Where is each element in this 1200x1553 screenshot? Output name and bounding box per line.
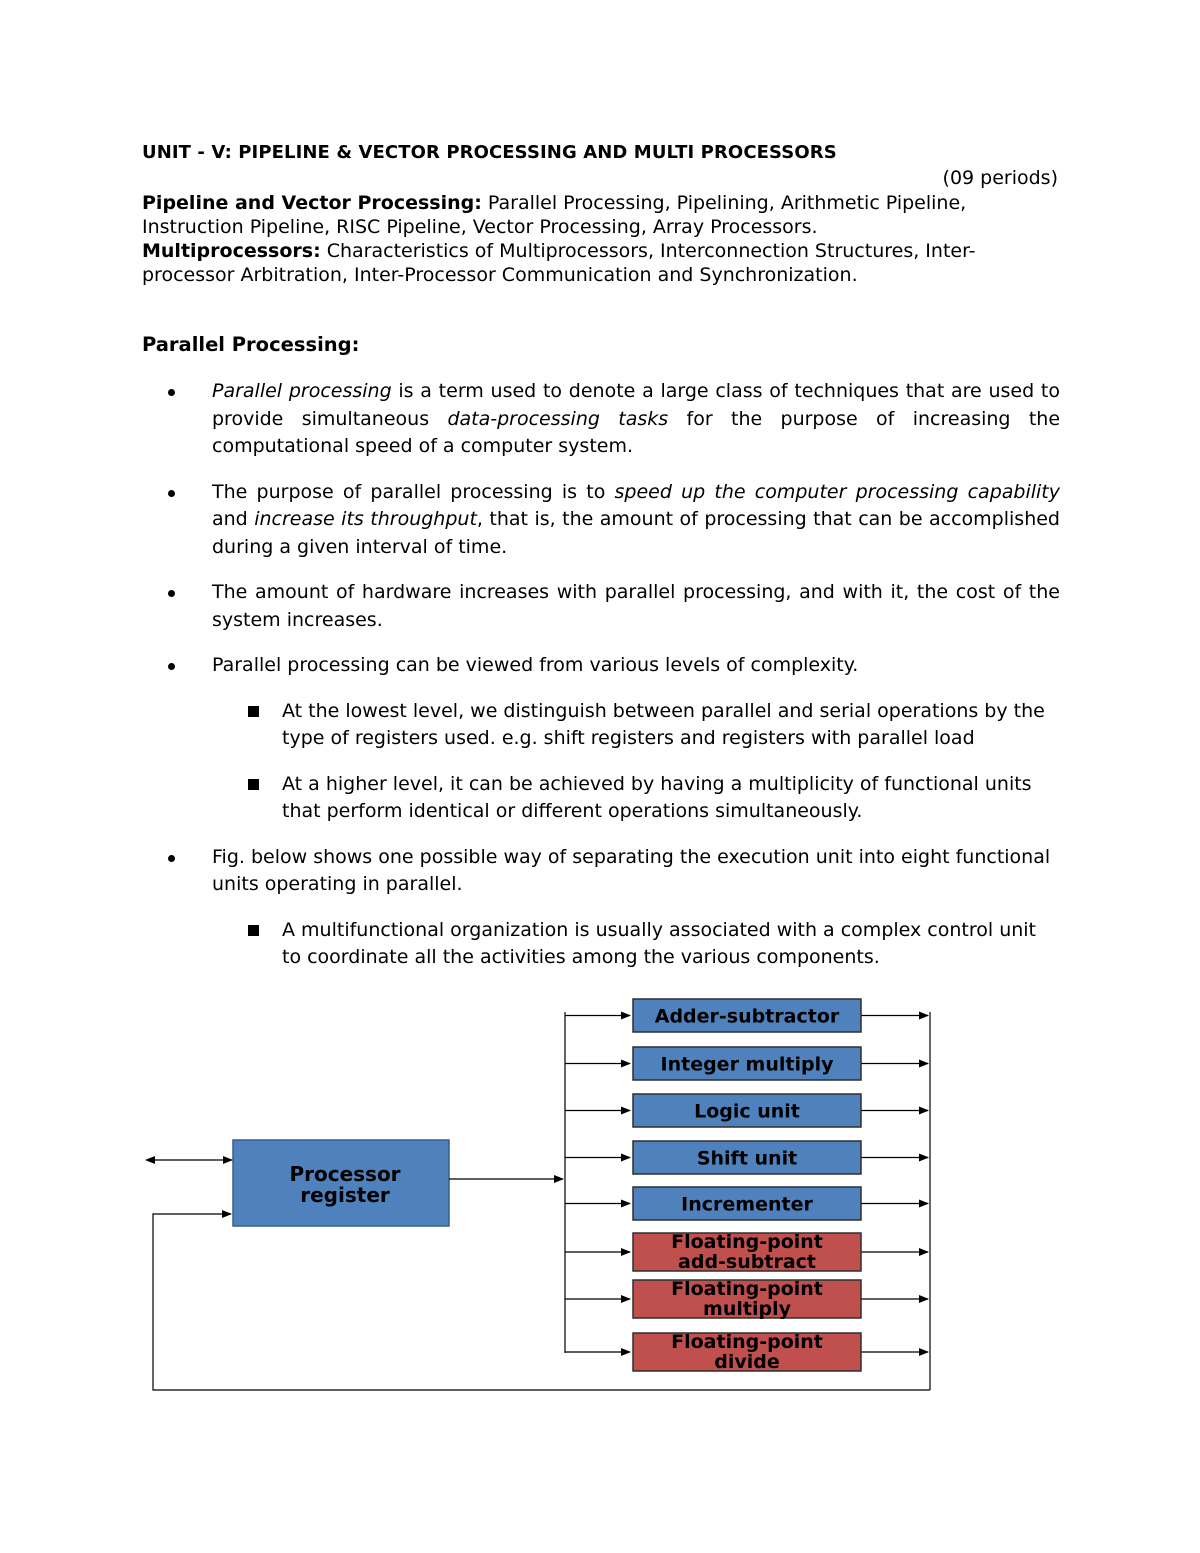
bullet-square-icon [248, 706, 259, 717]
bullet-list [168, 378, 1060, 990]
bullet-dot-icon [168, 663, 175, 670]
sub-bullet-item [238, 771, 1060, 826]
emphasis: Parallel processing [212, 380, 392, 402]
functional-unit-label: Incrementer [681, 1193, 813, 1216]
section-title: Parallel Processing: [142, 333, 360, 356]
functional-unit-label: Shift unit [696, 1147, 798, 1170]
functional-units [565, 999, 928, 1373]
bullet-dot-icon [168, 590, 175, 597]
bullet-dot-icon [168, 490, 175, 497]
bullet-text: Fig. below shows one possible way of separating the execution unit into eight functional units operating in parallel. [212, 845, 1051, 895]
bullet-dot-icon [168, 855, 175, 862]
syllabus-multiprocessors [142, 239, 1062, 287]
periods-label: (09 periods) [942, 167, 1058, 189]
sub-bullet-text: At a higher level, it can be achieved by having a multiplicity of functional units that perform identical or different operations simultaneously. [282, 772, 1032, 822]
functional-unit-label: multiply [703, 1298, 791, 1320]
bullet-text: and [212, 508, 255, 530]
processor-register-label: register [300, 1183, 390, 1207]
functional-unit-label: Logic unit [694, 1100, 800, 1123]
functional-unit-label: Floating-point [671, 1331, 823, 1353]
syllabus-pipeline [142, 191, 1062, 239]
bullet-text: is a term used to denote a large class of techniques that are used to provide simultaneous [212, 380, 1060, 430]
bullet-text: The purpose of parallel processing is to [212, 480, 615, 503]
emphasis: data-processing tasks [447, 407, 669, 430]
functional-unit-label: Floating-point [671, 1231, 823, 1253]
sub-bullet-text: At the lowest level, we distinguish between parallel and serial operations by the type of registers used. e.g. shift registers and registers with parallel load [282, 699, 1045, 749]
unit-title: UNIT - V: PIPELINE & VECTOR PROCESSING AND MULTI PROCESSORS [142, 142, 837, 163]
functional-units-diagram [0, 990, 1200, 1410]
functional-unit-label: Adder-subtractor [654, 1005, 840, 1028]
bullet-item [168, 579, 1060, 634]
emphasis: speed up the computer processing capability [614, 480, 1060, 503]
bullet-square-icon [248, 779, 259, 790]
emphasis: increase its throughput [254, 508, 477, 530]
bullet-text: , that is, the amount of processing that can be accomplished during a given interval of time. [212, 508, 1060, 558]
syllabus-pipeline-text: Parallel Processing, Pipelining, Arithmetic Pipeline, Instruction Pipeline, RISC Pipeline, Vector Processing, Array Processors. [142, 192, 967, 238]
sub-bullet-item [238, 698, 1060, 753]
bullet-item [168, 844, 1060, 899]
sub-bullet-item [238, 917, 1060, 972]
syllabus-multi-text: Characteristics of Multiprocessors, Interconnection Structures, Inter-processor Arbitration, Inter-Processor Communication and Synchronization. [142, 240, 976, 286]
functional-unit-label: divide [714, 1351, 780, 1373]
bullet-text: Parallel processing can be viewed from various levels of complexity. [212, 654, 859, 676]
syllabus-pipeline-label: Pipeline and Vector Processing: [142, 192, 482, 214]
syllabus-multi-label: Multiprocessors: [142, 240, 321, 262]
bullet-item [168, 652, 1060, 680]
functional-unit-label: Floating-point [671, 1278, 823, 1300]
bullet-item [168, 479, 1060, 562]
processor-register-label: Processor [289, 1162, 401, 1186]
bullet-square-icon [248, 925, 259, 936]
bullet-dot-icon [168, 389, 175, 396]
bullet-text: The amount of hardware increases with parallel processing, and with it, the cost of the system increases. [212, 581, 1060, 631]
functional-unit-label: add-subtract [678, 1251, 816, 1273]
functional-unit-label: Integer multiply [660, 1053, 834, 1076]
bullet-text: for the purpose of increasing the computational speed of a computer system. [212, 407, 1061, 457]
sub-bullet-text: A multifunctional organization is usually associated with a complex control unit to coordinate all the activities among the various components. [282, 918, 1037, 968]
bullet-item [168, 378, 1060, 461]
